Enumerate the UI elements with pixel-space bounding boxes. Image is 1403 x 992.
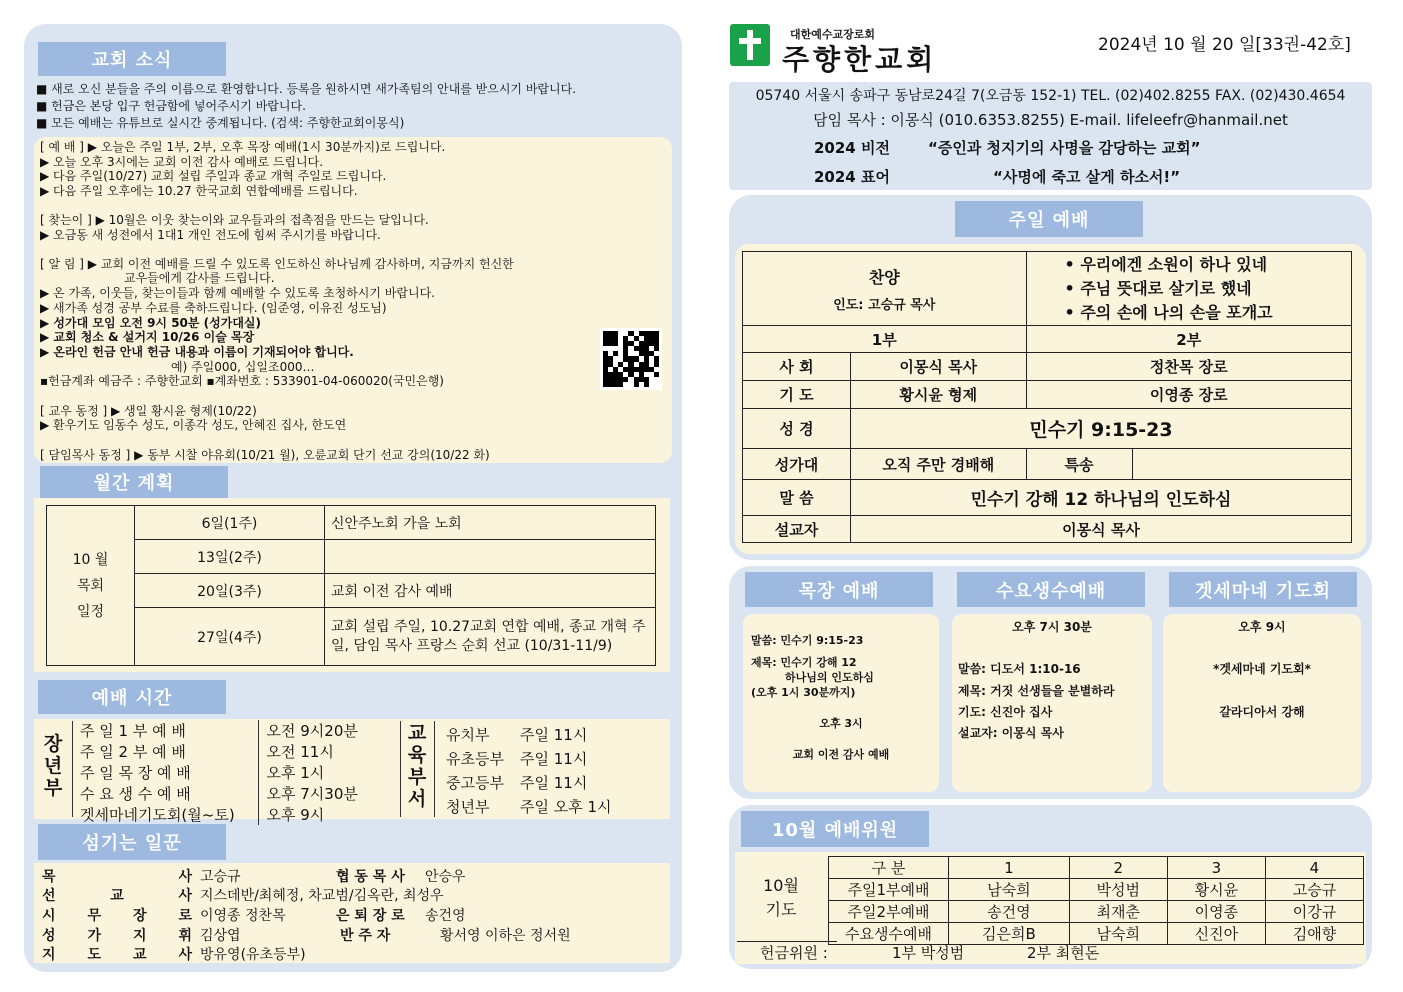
oct-cell: 신진아: [1167, 923, 1265, 945]
wednesday-line: 제목: 거짓 선생들을 분별하라: [958, 684, 1115, 698]
qr-code-icon[interactable]: [600, 328, 662, 390]
news-line: ▶ 온 가족, 이웃들, 찾는이들과 함께 예배할 수 있도록 초청하시기 바랍니다.: [40, 286, 435, 300]
monthly-label: 일정: [76, 603, 105, 620]
servant-names: 지스데반/최혜정, 차교범/김옥란, 최성우: [200, 888, 444, 904]
edu-schedule: [446, 722, 612, 818]
denomination: 대한예수교장로회: [790, 28, 876, 41]
part2-header: 2부: [1026, 326, 1351, 353]
news-line: 교우들에게 감사를 드립니다.: [124, 271, 275, 285]
motto-text: “사명에 죽고 살게 하소서!”: [993, 168, 1181, 186]
oct-label-line: 10월: [763, 876, 799, 895]
church-logo-icon: [730, 24, 770, 66]
notice-line: ■ 헌금은 본당 입구 헌금함에 넣어주시기 바랍니다.: [36, 99, 306, 113]
wednesday-line: 설교자: 이몽식 목사: [958, 726, 1064, 740]
gethsemane-name: *겟세마네 기도회*: [1213, 662, 1311, 676]
worship-time-tab: 예배 시간: [38, 680, 226, 714]
edu-name: 유치부: [446, 725, 490, 744]
news-line: 예) 주일000, 십일조000…: [171, 360, 315, 374]
special-label: 특송: [1026, 449, 1132, 480]
news-line: [ 찾는이 ] ▶ 10월은 이웃 찾는이와 교우들과의 접촉점을 만드는 달입니다.: [40, 213, 429, 227]
church-name: 주향한교회: [782, 43, 938, 76]
role-p1: 황시윤 형제: [851, 381, 1027, 409]
motto-label: 2024 표어: [814, 168, 890, 186]
scripture-text: 민수기 9:15-23: [851, 409, 1352, 449]
oct-cell: 김은희B: [949, 923, 1070, 945]
part1-header: 1부: [743, 326, 1027, 353]
role-p1: 이몽식 목사: [851, 353, 1027, 381]
monthly-date: 27일(4주): [135, 608, 325, 666]
edu-divider: [400, 721, 401, 817]
servant-names: 이영종 정찬목: [200, 908, 286, 924]
oct-cell: 수요생수예배: [829, 923, 949, 945]
servant-role: 시 무 장 로: [42, 908, 192, 924]
monthly-event: 교회 설립 주일, 10.27교회 연합 예배, 종교 개혁 주일, 담임 목사 프랑스 순회 선교 (10/31-11/9): [325, 608, 656, 666]
news-line: ▶ 다음 주일 오후에는 10.27 한국교회 연합예배를 드립니다.: [40, 184, 358, 198]
monthly-event: 교회 이전 감사 예배: [325, 574, 656, 608]
oct-cell: 박성범: [1069, 879, 1167, 901]
notice-line: ■ 모든 예배는 유튜브로 실시간 중계됩니다. (검색: 주향한교회이몽식): [36, 116, 405, 130]
news-tab: 교회 소식: [38, 42, 226, 76]
vision-label: 2024 비전: [814, 139, 890, 157]
oct-cell: 남숙희: [949, 879, 1070, 901]
worship-time: 오후 7시30분: [258, 783, 388, 804]
monthly-label: 목회: [76, 577, 105, 594]
news-line: ▶ 온라인 헌금 안내 헌금 내용과 이름이 기재되어야 합니다.: [40, 345, 354, 359]
oct-cell: 김애향: [1265, 923, 1363, 945]
cell-line: 오후 3시: [819, 717, 863, 730]
adult-schedule: [80, 720, 388, 825]
church-address: 05740 서울시 송파구 동남로24길 7(오금동 152-1) TEL. (02)402.8255 FAX. (02)430.4654: [755, 88, 1346, 104]
wednesday-time: 오후 7시 30분: [1012, 620, 1092, 634]
edu-label: 교육부서: [407, 722, 427, 810]
edu-time: 주일 11시: [520, 773, 588, 792]
worship-name: 주 일 2 부 예 배: [80, 743, 186, 761]
wednesday-line: 기도: 신진아 집사: [958, 705, 1053, 719]
servant-names: 안승우: [425, 869, 466, 885]
servant-role: 협 동 목 사: [336, 869, 405, 885]
news-line: [ 알 림 ] ▶ 교회 이전 예배를 드릴 수 있도록 인도하신 하나님께 감사하며, 지금까지 헌신한: [40, 257, 514, 271]
news-line: ▪헌금계좌 예금주 : 주향한교회 ▪계좌번호 : 533901-04-060020(국민은행): [40, 374, 444, 388]
oct-cell: 최재춘: [1069, 901, 1167, 923]
worship-name: 주 일 1 부 예 배: [80, 722, 186, 740]
notice-line: ■ 새로 오신 분들을 주의 이름으로 환영합니다. 등록을 원하시면 새가족팀의 안내를 받으시기 바랍니다.: [36, 82, 577, 96]
scripture-label: 성 경: [743, 409, 851, 449]
news-line: ▶ 오늘 오후 3시에는 교회 이전 감사 예배로 드립니다.: [40, 155, 324, 169]
monthly-date: 13일(2주): [135, 540, 325, 574]
gethsemane-text: 갈라디아서 강해: [1219, 705, 1305, 719]
servant-role: 반 주 자: [340, 928, 391, 944]
news-line: ▶ 다음 주일(10/27) 교회 설립 주일과 종교 개혁 주일로 드립니다.: [40, 169, 387, 183]
oct-cell: 남숙희: [1069, 923, 1167, 945]
edu-divider-2: [434, 721, 435, 817]
gethsemane-time: 오후 9시: [1238, 620, 1286, 634]
gethsemane-tab: 겟세마네 기도회: [1169, 572, 1357, 607]
choir-label: 성가대: [743, 449, 851, 480]
news-line: ▶ 교회 청소 & 설거지 10/26 이슬 목장: [40, 330, 255, 344]
oct-label-line: 기도: [765, 900, 797, 919]
choir-song: 오직 주만 경배해: [851, 449, 1027, 480]
servant-names: 송건영: [425, 908, 466, 924]
oct-table: [828, 856, 1364, 945]
servant-names: 황서영 이하은 정서원: [440, 928, 571, 944]
news-line: ▶ 성가대 모임 오전 9시 50분 (성가대실): [40, 316, 262, 330]
edu-name: 유초등부: [446, 749, 504, 768]
edu-time: 주일 11시: [520, 749, 588, 768]
edu-time: 주일 11시: [520, 725, 588, 744]
preacher-name: 이몽식 목사: [851, 516, 1352, 543]
cell-line: 하나님의 인도하심: [785, 671, 874, 684]
servants-tab: 섬기는 일꾼: [38, 824, 226, 860]
edu-time: 주일 오후 1시: [520, 797, 612, 816]
bulletin-date: 2024년 10 월 20 일[33권-42호]: [1098, 35, 1351, 55]
worship-name: 주 일 목 장 예 배: [80, 764, 191, 782]
servant-role: 목 사: [42, 869, 192, 885]
oct-cell: 황시윤: [1167, 879, 1265, 901]
oct-tab: 10월 예배위원: [741, 811, 929, 847]
role-p2: 정찬목 장로: [1026, 353, 1351, 381]
monthly-date: 20일(3주): [135, 574, 325, 608]
pastor-contact: 담임 목사 : 이몽식 (010.6353.8255) E-mail. lifeleefr@hanmail.net: [813, 111, 1288, 129]
monthly-label: 10 월: [72, 551, 109, 568]
cell-line: 말씀: 민수기 9:15-23: [751, 634, 864, 647]
sunday-table: [742, 251, 1352, 543]
servant-role: 선 교 사: [42, 888, 192, 904]
oct-label: [744, 874, 818, 922]
servant-names: 김상엽: [200, 928, 241, 944]
news-line: ▶ 환우기도 임동수 성도, 이종각 성도, 안혜진 집사, 한도연: [40, 418, 347, 432]
oct-header: 4: [1265, 857, 1363, 879]
praise-label: 찬양: [868, 267, 900, 287]
special-song: [1132, 449, 1351, 480]
oct-cell: 이영종: [1167, 901, 1265, 923]
offering-label: 헌금위원 :: [760, 944, 828, 962]
role-p2: 이영종 장로: [1026, 381, 1351, 409]
praise-leader: 인도: 고승규 목사: [833, 297, 936, 313]
edu-name: 중고등부: [446, 773, 504, 792]
worship-time: 오후 9시: [258, 804, 388, 825]
cell-tab: 목장 예배: [745, 572, 933, 607]
sermon-title: 민수기 강해 12 하나님의 인도하심: [851, 480, 1352, 516]
servant-role: 성 가 지 휘: [42, 928, 192, 944]
song-item: • 우리에겐 소원이 하나 있네: [1064, 254, 1268, 274]
worship-time: 오전 11시: [258, 741, 388, 762]
worship-name: 수 요 생 수 예 배: [80, 785, 191, 803]
oct-cell: 송건영: [949, 901, 1070, 923]
offering-part2: 2부 최현돈: [1027, 944, 1100, 962]
servant-names: 고승규: [200, 869, 241, 885]
wednesday-tab: 수요생수예배: [957, 572, 1145, 607]
news-line: [ 담임목사 동정 ] ▶ 동부 시찰 야유회(10/21 월), 오륜교회 단기 선교 강의(10/22 화): [40, 448, 490, 462]
news-line: ▶ 새가족 성경 공부 수료를 축하드립니다. (임준영, 이유진 성도님): [40, 301, 387, 315]
adult-label: 장년부: [43, 733, 63, 799]
edu-name: 청년부: [446, 797, 490, 816]
cell-line: (오후 1시 30분까지): [751, 686, 856, 699]
oct-header: 구 분: [829, 857, 949, 879]
wednesday-line: 말씀: 디도서 1:10-16: [958, 662, 1081, 676]
news-line: [ 교우 동정 ] ▶ 생일 황시윤 형제(10/22): [40, 404, 257, 418]
role-label: 사 회: [743, 353, 851, 381]
oct-header: 1: [949, 857, 1070, 879]
oct-cell: 고승규: [1265, 879, 1363, 901]
preacher-label: 설교자: [743, 516, 851, 543]
oct-header: 2: [1069, 857, 1167, 879]
monthly-event: 신안주노회 가을 노회: [325, 506, 656, 540]
role-label: 기 도: [743, 381, 851, 409]
oct-header: 3: [1167, 857, 1265, 879]
song-item: • 주의 손에 나의 손을 포개고: [1064, 302, 1273, 322]
oct-cell: 주일2부예배: [829, 901, 949, 923]
sermon-label: 말 씀: [743, 480, 851, 516]
monthly-date: 6일(1주): [135, 506, 325, 540]
cell-line: 제목: 민수기 강해 12: [751, 656, 857, 669]
monthly-tab: 월간 계획: [40, 466, 228, 498]
servant-names: 방유영(유초등부): [200, 947, 306, 963]
vision-text: “증인과 청지기의 사명을 감당하는 교회”: [928, 139, 1201, 157]
servant-role: 지 도 교 사: [42, 947, 192, 963]
offering-part1: 1부 박성범: [892, 944, 965, 962]
news-line: [ 예 배 ] ▶ 오늘은 주일 1부, 2부, 오후 목장 예배(1시 30분까지)로 드립니다.: [40, 140, 446, 154]
monthly-table: [46, 505, 656, 666]
worship-time: 오전 9시20분: [258, 720, 388, 741]
song-item: • 주님 뜻대로 살기로 했네: [1064, 278, 1252, 298]
servant-role: 은 퇴 장 로: [336, 908, 405, 924]
sunday-tab: 주일 예배: [955, 201, 1143, 237]
worship-time: 오후 1시: [258, 762, 388, 783]
cell-line: 교회 이전 감사 예배: [792, 748, 890, 761]
oct-cell: 이강규: [1265, 901, 1363, 923]
worship-name: 겟세마네기도회(월~토): [80, 806, 235, 824]
monthly-event: [325, 540, 656, 574]
adult-divider: [72, 721, 73, 817]
oct-cell: 주일1부예배: [829, 879, 949, 901]
news-line: ▶ 오금동 새 성전에서 1대1 개인 전도에 힘써 주시기를 바랍니다.: [40, 228, 381, 242]
